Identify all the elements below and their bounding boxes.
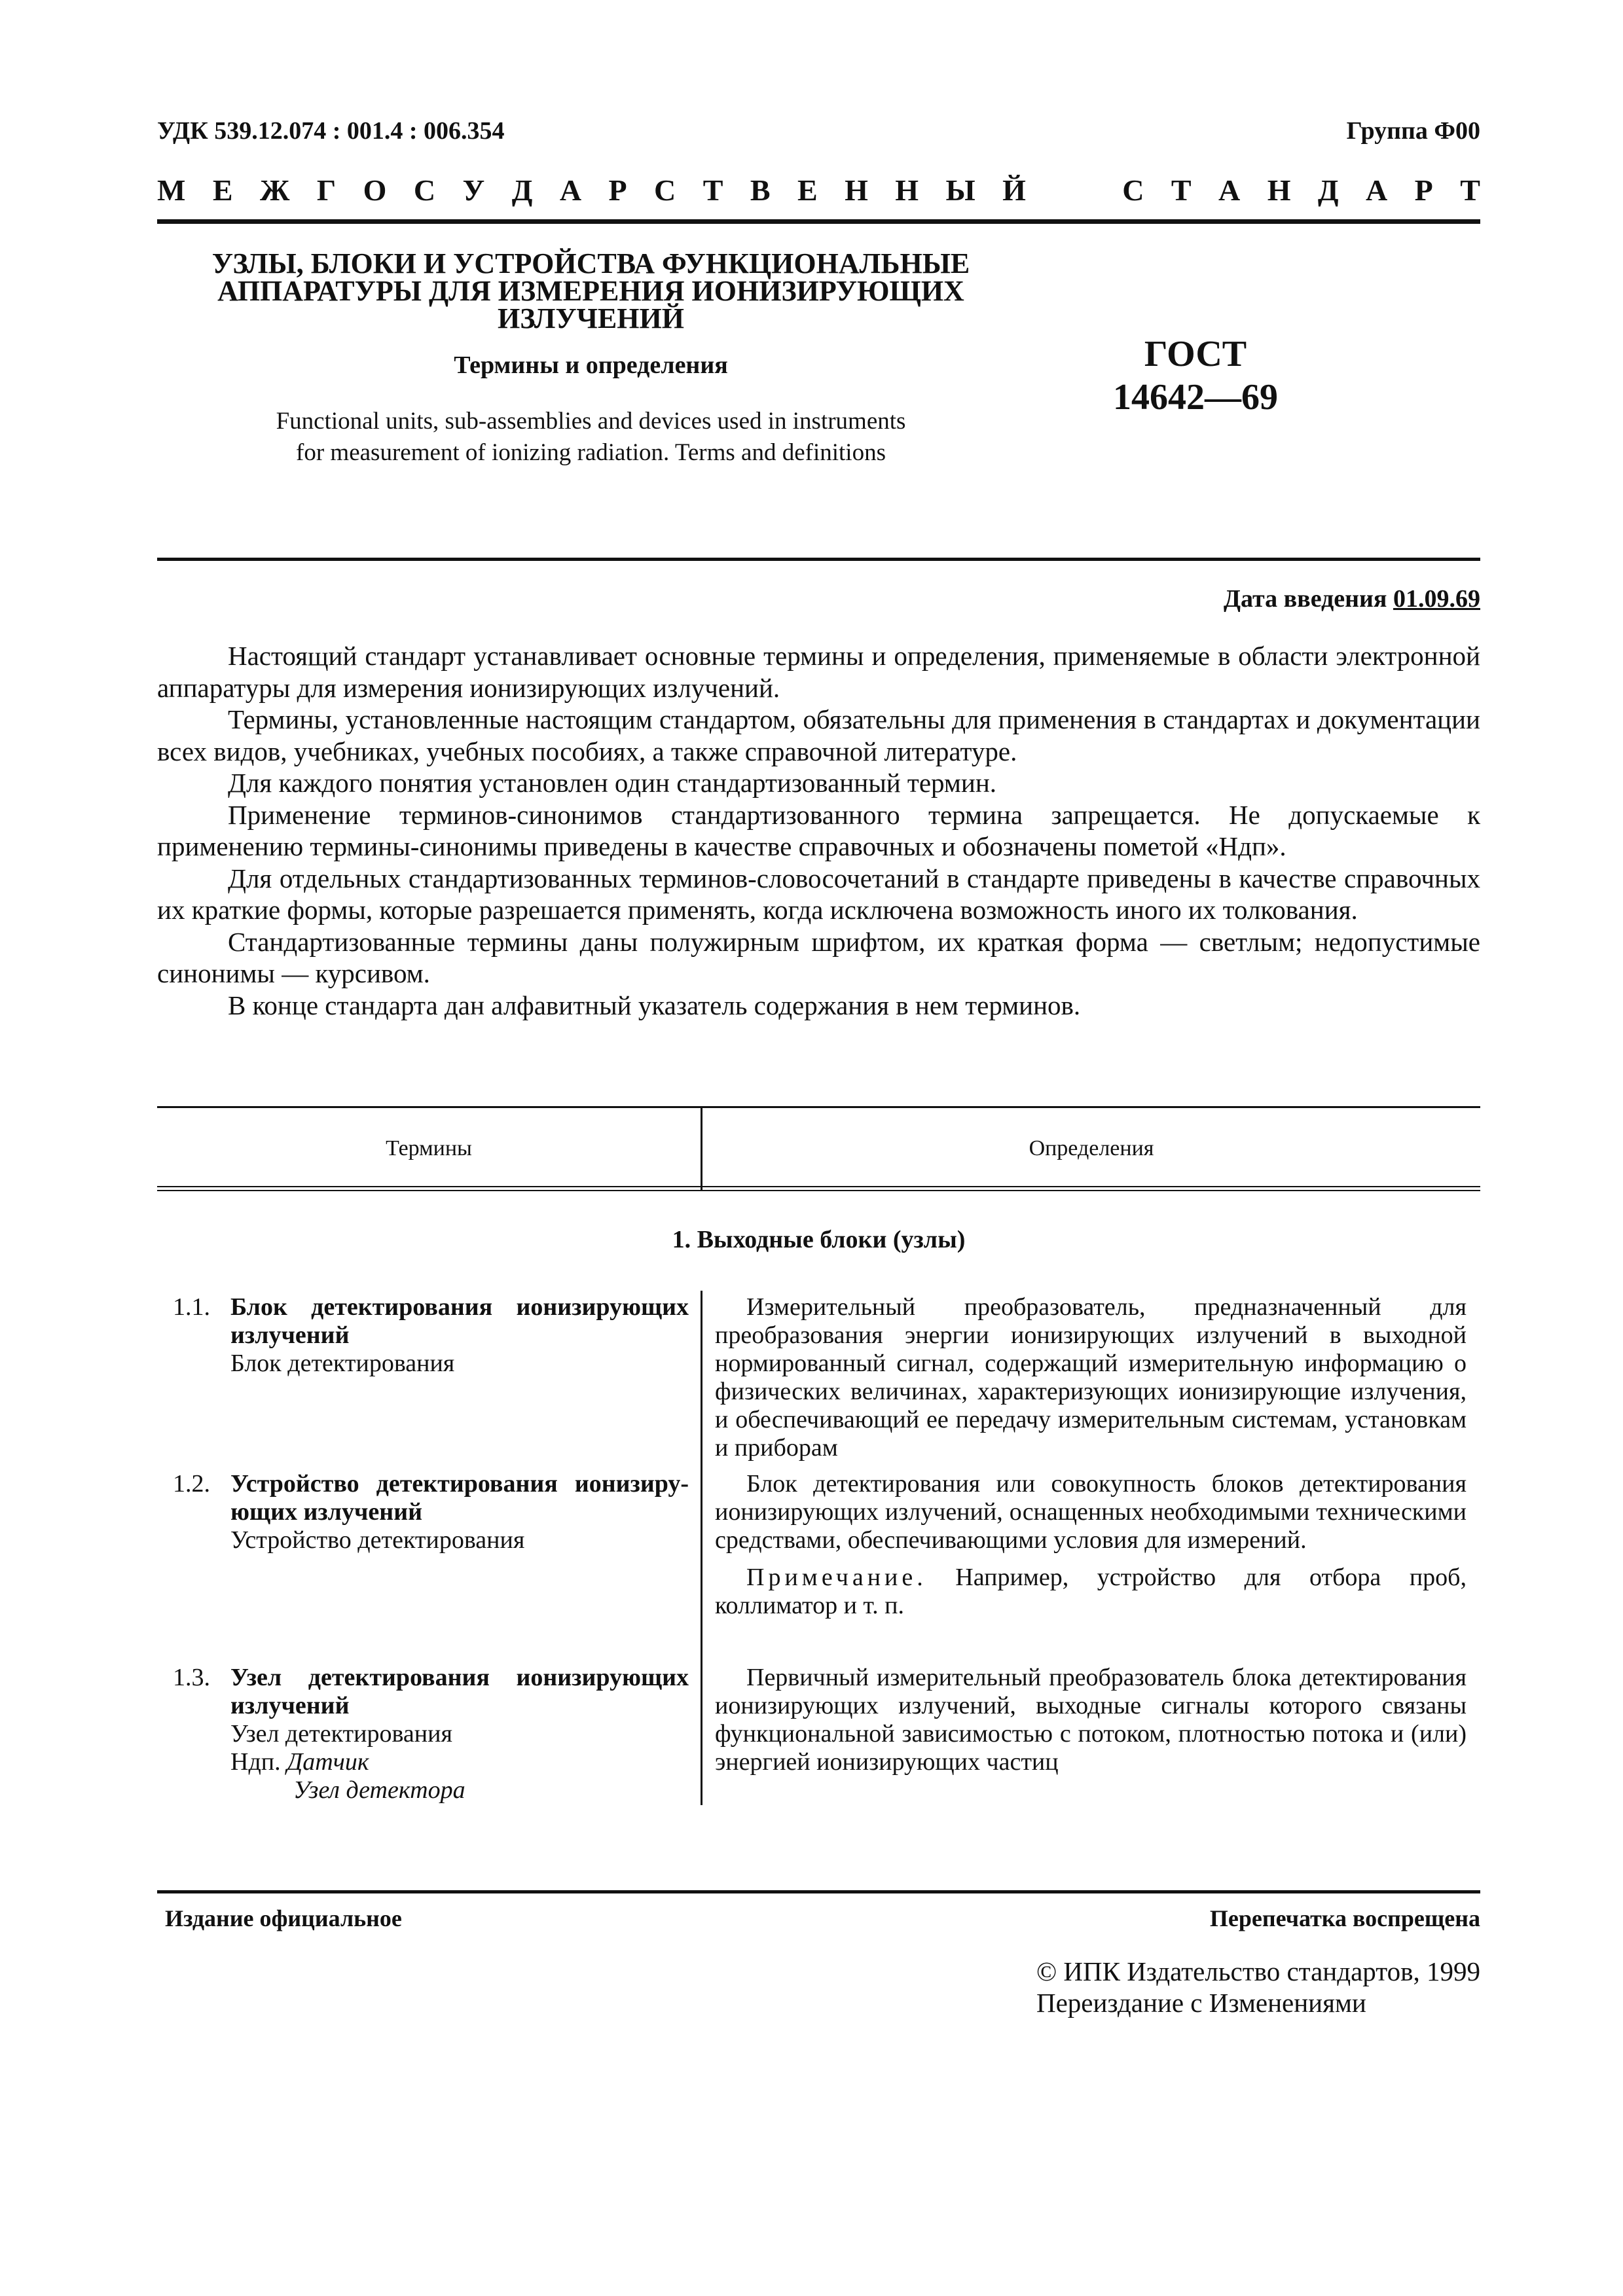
heading-letter: С <box>1122 173 1144 207</box>
heading-letter: Й <box>1002 173 1026 207</box>
ndp-synonym <box>230 1748 689 1776</box>
note-text: Например, устройство для отбора проб, коллиматор и т. п. <box>715 1564 1467 1619</box>
term-name: ющих излучений <box>230 1498 422 1526</box>
english-title <box>157 406 1025 469</box>
copyright-block <box>1036 1956 1480 2018</box>
column-header-terms: Термины <box>386 1136 472 1160</box>
heading-letter: Ж <box>259 173 290 207</box>
section-title: 1. Выходные блоки (узлы) <box>672 1226 966 1253</box>
copyright-line: © ИПК Издательство стандартов, 1999 <box>1036 1956 1480 1986</box>
table-header-rule <box>157 1186 1480 1187</box>
heading-letter: Д <box>511 173 533 207</box>
gost-number <box>1113 332 1278 419</box>
term-short-form: Устройство детектирования <box>230 1526 525 1554</box>
heading-letter: Г <box>316 173 337 207</box>
heading-letter <box>1087 173 1095 207</box>
term-number: 1.2. <box>173 1470 210 1498</box>
term-short-form: Блок детектирования <box>230 1350 455 1377</box>
definition-note <box>715 1564 1467 1620</box>
group-code: Группа Ф00 <box>1346 117 1480 145</box>
definition-text: Измерительный преобразователь, предназначенный для преобразования энергии ионизирующих излучений в выходной нормированный сигнал, содержащий измерительную информацию о физических величинах, характеризующих ионизирующие излучения, и обеспечивающий ее передачу измерительным системам, установкам и приборам <box>715 1293 1467 1462</box>
heading-letter: А <box>1218 173 1241 207</box>
heading-letter: Ы <box>945 173 976 207</box>
gost-label: ГОСТ <box>1144 334 1247 374</box>
heading-letter: О <box>363 173 387 207</box>
interstate-standard-heading <box>157 173 1480 207</box>
table-header-rule <box>157 1190 1480 1191</box>
ndp-synonym-text: Узел детектора <box>293 1776 465 1804</box>
english-title-line: for measurement of ionizing radiation. Terms and definitions <box>296 439 886 466</box>
header-rule <box>157 219 1480 224</box>
intro-paragraph: Применение терминов-синонимов стандартизованного термина запрещается. Не допускаемые к применению термины-синонимы приведены в качестве справочных и обозначены пометой «Ндп». <box>157 799 1480 861</box>
definition-cell <box>715 1664 1467 1776</box>
intro-date-label: Дата введения <box>1223 585 1387 613</box>
table-body-divider <box>701 1291 702 1805</box>
gost-code: 14642—69 <box>1113 377 1278 418</box>
term-name: Устройство детектирования ионизиру- <box>230 1470 689 1498</box>
reissue-line: Переиздание с Изменениями <box>1036 1988 1366 2018</box>
definition-text: Первичный измерительный преобразователь блока детектирования ионизирующих излучений, выходные сигналы которого связаны функциональной зависимостью с потоком, плотностью потока и (или) энергией ионизирующих частиц <box>715 1664 1467 1776</box>
term-number: 1.1. <box>173 1293 210 1321</box>
term-number: 1.3. <box>173 1664 210 1691</box>
udk-code: УДК 539.12.074 : 001.4 : 006.354 <box>157 117 505 145</box>
intro-paragraph: В конце стандарта дан алфавитный указатель содержания в нем терминов. <box>228 990 1081 1020</box>
heading-letter: Д <box>1317 173 1339 207</box>
heading-letter: С <box>654 173 676 207</box>
english-title-line: Functional units, sub-assemblies and devices used in instruments <box>276 408 906 435</box>
heading-letter: У <box>462 173 485 207</box>
title-line: ИЗЛУЧЕНИЙ <box>498 302 684 334</box>
heading-letter: Р <box>1414 173 1433 207</box>
intro-paragraph: Настоящий стандарт устанавливает основные термины и определения, применяемые в области электронной аппаратуры для измерения ионизирующих излучений. <box>157 641 1480 703</box>
heading-letter: А <box>559 173 582 207</box>
term-cell <box>157 1293 689 1378</box>
term-name: Узел детектирования ионизирующих <box>230 1664 689 1691</box>
heading-letter: М <box>157 173 186 207</box>
term-name: Блок детектирования ионизирующих <box>230 1293 689 1321</box>
heading-letter: А <box>1366 173 1388 207</box>
heading-letter: Е <box>212 173 233 207</box>
heading-letter: Е <box>797 173 818 207</box>
heading-letter <box>1053 173 1061 207</box>
ndp-label: Ндп. <box>230 1748 281 1776</box>
introduction-text <box>157 640 1480 1021</box>
document-subtitle: Термины и определения <box>454 351 728 379</box>
definition-text: Блок детектирования или совокупность блоков детектирования ионизирующих излучений, оснащенных необходимыми техническими средствами, обеспечивающими условия для измерений. <box>715 1470 1467 1554</box>
heading-letter: С <box>413 173 436 207</box>
heading-letter: Н <box>1267 173 1291 207</box>
document-title-block <box>157 247 1025 469</box>
heading-letter: Н <box>895 173 919 207</box>
ndp-synonym-text: Датчик <box>287 1748 369 1776</box>
terms-table-header <box>157 1106 1480 1191</box>
heading-letter: Т <box>702 173 723 207</box>
heading-letter: Т <box>1460 173 1480 207</box>
title-line: УЗЛЫ, БЛОКИ И УСТРОЙСТВА ФУНКЦИОНАЛЬНЫЕ <box>211 247 970 279</box>
term-cell <box>157 1664 689 1804</box>
title-rule <box>157 558 1480 561</box>
title-line: АППАРАТУРЫ ДЛЯ ИЗМЕРЕНИЯ ИОНИЗИРУЮЩИХ <box>217 275 964 307</box>
intro-paragraph: Термины, установленные настоящим стандартом, обязательны для применения в стандартах и документации всех видов, учебниках, учебных пособиях, а также справочной литературе. <box>157 704 1480 766</box>
heading-letter: Р <box>608 173 627 207</box>
reprint-prohibited-note: Перепечатка воспрещена <box>1209 1905 1480 1931</box>
intro-paragraph: Стандартизованные термины даны полужирным шрифтом, их краткая форма — светлым; недопустимые синонимы — курсивом. <box>157 926 1480 988</box>
column-header-definitions: Определения <box>1029 1136 1154 1160</box>
intro-paragraph: Для каждого понятия установлен один стандартизованный термин. <box>228 768 997 798</box>
term-name: излучений <box>230 1321 350 1349</box>
term-name: излучений <box>230 1692 350 1719</box>
definition-cell <box>715 1470 1467 1620</box>
term-cell <box>157 1470 689 1554</box>
heading-letter: В <box>750 173 771 207</box>
introduction-date <box>1224 584 1480 613</box>
intro-paragraph: Для отдельных стандартизованных терминов-словосочетаний в стандарте приведены в качестве справочных их краткие формы, которые разрешается применять, когда исключена возможность иного их толкования. <box>157 863 1480 925</box>
term-short-form: Узел детектирования <box>230 1720 452 1748</box>
heading-letter: Т <box>1171 173 1192 207</box>
note-label: Примечание. <box>746 1564 927 1591</box>
heading-letter: Н <box>845 173 868 207</box>
definition-cell <box>715 1293 1467 1462</box>
intro-date-value: 01.09.69 <box>1393 585 1480 613</box>
official-edition-note: Издание официальное <box>165 1905 402 1931</box>
footer-rule <box>157 1890 1480 1893</box>
